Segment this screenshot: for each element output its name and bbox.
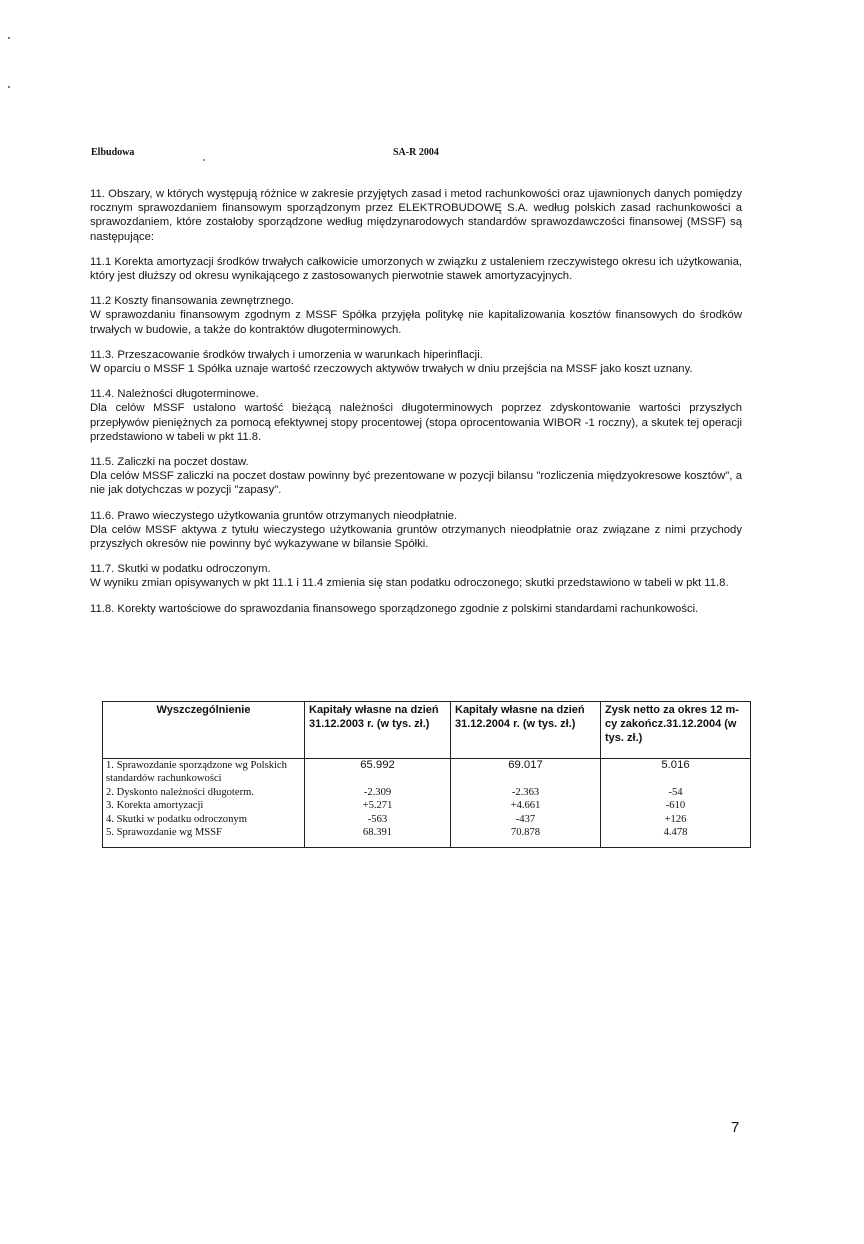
- table-cell-value: -610: [601, 799, 751, 812]
- paragraph-title: 11.5. Zaliczki na poczet dostaw.: [90, 456, 249, 469]
- scan-dot: [8, 86, 10, 88]
- paragraph-11-8: [90, 602, 742, 616]
- table-cell-label: 3. Korekta amortyzacji: [103, 799, 305, 812]
- table-cell-value: -563: [305, 813, 451, 826]
- paragraph-11-7: [90, 562, 742, 590]
- table-cell-value: -2.309: [305, 786, 451, 799]
- paragraph-title: 11.6. Prawo wieczystego użytkowania gruntów otrzymanych nieodpłatnie.: [90, 509, 458, 522]
- paragraph-title: 11.3. Przeszacowanie środków trwałych i umorzenia w warunkach hiperinflacji.: [90, 348, 483, 361]
- header-report-code: SA-R 2004: [393, 147, 439, 158]
- paragraph-11: [90, 187, 742, 244]
- table-cell-value: 4.478: [601, 826, 751, 848]
- paragraph-body: Dla celów MSSF aktywa z tytułu wieczystego użytkowania gruntów otrzymanych nieodpłatnie oraz związane z nimi przychody przyszłych okresów nie powinny być wykazywane w bilansie Spółki.: [90, 523, 742, 551]
- table-row: [103, 799, 751, 812]
- paragraph-body: 11.1 Korekta amortyzacji środków trwałych całkowicie umorzonych w związku z ustaleniem rzeczywistego okresu ich użytkowania, który jest dłuższy od okresu wynikającego z zastosowanych pierwotnie stawek amortyzacyjnych.: [90, 255, 742, 283]
- table-cell-label: 5. Sprawozdanie wg MSSF: [103, 826, 305, 848]
- table-cell-value: 70.878: [451, 826, 601, 848]
- paragraph-body: W wyniku zmian opisywanych w pkt 11.1 i 11.4 zmienia się stan podatku odroczonego; skutki przedstawiono w tabeli w pkt 11.8.: [90, 577, 729, 590]
- paragraph-body: W sprawozdaniu finansowym zgodnym z MSSF Spółka przyjęła politykę nie kapitalizowania kosztów finansowych do środków trwałych w budowie, a także do kontraktów długoterminowych.: [90, 309, 742, 336]
- table-cell-value: +4.661: [451, 799, 601, 812]
- table-cell-value: 5.016: [601, 759, 751, 786]
- table-cell-label: 2. Dyskonto należności długoterm.: [103, 786, 305, 799]
- table-row: [103, 759, 751, 786]
- paragraph-11-6: [90, 509, 742, 552]
- table-cell-value: -54: [601, 786, 751, 799]
- table-cell-value: -437: [451, 813, 601, 826]
- table-cell-value: +126: [601, 813, 751, 826]
- paragraph-title: 11.4. Należności długoterminowe.: [90, 388, 259, 401]
- scan-mark: [203, 159, 205, 161]
- page-number: 7: [731, 1119, 740, 1136]
- table-row: [103, 786, 751, 799]
- table-cell-value: 69.017: [451, 759, 601, 786]
- column-header: Kapitały własne na dzień 31.12.2004 r. (w tys. zł.): [451, 702, 601, 759]
- table-row: [103, 826, 751, 848]
- adjustments-table: [102, 701, 751, 848]
- table-row: [103, 813, 751, 826]
- paragraph-body: Dla celów MSSF zaliczki na poczet dostaw powinny być prezentowane w pozycji bilansu "rozliczenia międzyokresowe kosztów", a nie jak dotychczas w pozycji "zapasy".: [90, 470, 742, 497]
- table-cell-label: 4. Skutki w podatku odroczonym: [103, 813, 305, 826]
- table-cell-value: 65.992: [305, 759, 451, 786]
- header-company: Elbudowa: [91, 147, 135, 158]
- column-header: Zysk netto za okres 12 m-cy zakończ.31.12.2004 (w tys. zł.): [601, 702, 751, 759]
- paragraph-title: 11.2 Koszty finansowania zewnętrznego.: [90, 295, 294, 308]
- paragraph-11-4: [90, 387, 742, 444]
- table-header-row: [103, 702, 751, 759]
- table-cell-value: +5.271: [305, 799, 451, 812]
- column-header: Wyszczególnienie: [103, 702, 305, 759]
- table-cell-label: 1. Sprawozdanie sporządzone wg Polskich standardów rachunkowości: [103, 759, 305, 786]
- paragraph-body: Dla celów MSSF ustalono wartość bieżącą należności długoterminowych poprzez zdyskontowanie wartości przyszłych przepływów pieniężnych za pomocą efektywnej stopy procentowej (stopa oprocentowania WIBOR -1 roczny), a skutek tej operacji przedstawiono w tabeli w pkt 11.8.: [90, 402, 742, 443]
- paragraph-11-2: [90, 294, 742, 337]
- paragraph-11-1: [90, 255, 742, 283]
- paragraph-11-3: [90, 348, 742, 376]
- scan-dot: [8, 37, 10, 39]
- paragraph-body: W oparciu o MSSF 1 Spółka uznaje wartość rzeczowych aktywów trwałych w dniu przejścia na MSSF jako koszt uznany.: [90, 363, 693, 376]
- paragraph-body: 11. Obszary, w których występują różnice w zakresie przyjętych zasad i metod rachunkowości oraz ujawnionych danych pomiędzy rocznym sprawozdaniem finansowym sporządzonym przez ELEKTROBUDOWĘ S.A. według polskich zasad rachunkowości a sprawozdaniem, które zostałoby sporządzone według międzynarodowych standardów sprawozdawczości finansowej (MSSF) są następujące:: [90, 188, 742, 243]
- table-cell-value: -2.363: [451, 786, 601, 799]
- paragraph-title: 11.7. Skutki w podatku odroczonym.: [90, 563, 271, 576]
- column-header: Kapitały własne na dzień 31.12.2003 r. (w tys. zł.): [305, 702, 451, 759]
- document-body: [90, 187, 742, 627]
- table-cell-value: 68.391: [305, 826, 451, 848]
- paragraph-body: 11.8. Korekty wartościowe do sprawozdania finansowego sporządzonego zgodnie z polskimi standardami rachunkowości.: [90, 602, 699, 615]
- paragraph-11-5: [90, 455, 742, 498]
